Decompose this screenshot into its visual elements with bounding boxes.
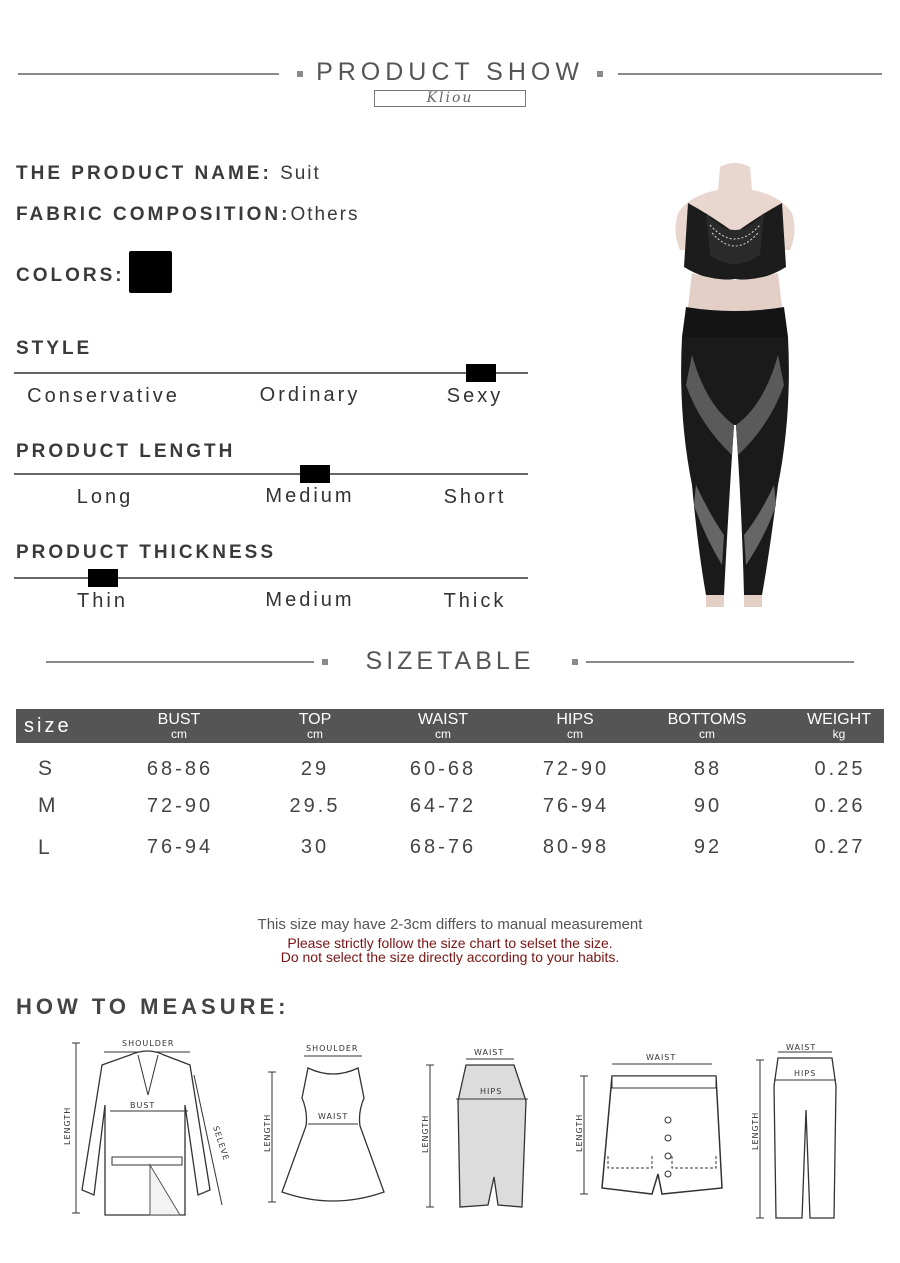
header-dot-right [597,71,603,77]
style-option-sexy: Sexy [446,385,504,407]
style-option-conservative: Conservative [27,385,180,407]
header-rule-right [618,73,882,75]
table-cell: 72-90 [146,795,214,817]
fabric-label: FABRIC COMPOSITION: [16,204,291,225]
length-option-long: Long [76,486,134,508]
table-cell: 68-76 [409,836,477,858]
length-label: LENGTH [263,1113,272,1152]
column-header-hips: HIPS cm [556,711,594,741]
colors-label: COLORS: [16,265,125,286]
column-header-top: TOP cm [298,711,332,741]
length-selected-marker [300,465,330,483]
length-title: PRODUCT LENGTH [16,441,236,462]
skirt-measure-diagram [418,1045,538,1215]
fabric-row [16,204,359,226]
brand-logo: Kliou [374,90,526,107]
table-cell: 0.26 [814,795,866,817]
style-title: STYLE [16,338,93,359]
size-table-header [16,709,884,743]
thickness-title: PRODUCT THICKNESS [16,542,277,563]
measurement-note: This size may have 2-3cm differs to manual measurement [257,916,643,933]
bust-label: BUST [130,1101,156,1110]
sizetable-rule-right [586,661,854,663]
column-header-bottoms: BOTTOMS cm [667,711,747,741]
thickness-option-medium: Medium [265,589,355,611]
waist-label: WAIST [318,1112,349,1121]
row-size-label: M [38,794,56,817]
column-header-weight: WEIGHT kg [807,711,871,741]
shoulder-label: SHOULDER [306,1044,359,1053]
size-column-header: size [24,715,72,737]
row-size-label: S [38,757,53,780]
table-cell: 88 [693,758,723,780]
row-size-label: L [38,836,50,859]
column-header-waist: WAIST cm [417,711,469,741]
shoulder-label: SHOULDER [122,1039,175,1048]
product-name-row [16,163,321,185]
waist-label: WAIST [474,1048,505,1057]
sizetable-title: SIZETABLE [365,647,535,675]
table-cell: 60-68 [409,758,477,780]
thickness-selected-marker [88,569,118,587]
length-label: LENGTH [751,1111,760,1150]
size-warning-2: Do not select the size directly according to your habits. [280,949,620,965]
length-label: LENGTH [575,1113,584,1152]
column-header-bust: BUST cm [157,711,201,741]
table-cell: 0.27 [814,836,866,858]
page-title: PRODUCT SHOW [316,58,584,86]
pants-measure-diagram [748,1040,848,1225]
waist-label: WAIST [786,1043,817,1052]
jacket-measure-diagram [60,1035,235,1220]
table-cell: 76-94 [146,836,214,858]
hips-label: HIPS [480,1087,503,1096]
length-label: LENGTH [421,1114,430,1153]
table-cell: 72-90 [542,758,610,780]
table-cell: 80-98 [542,836,610,858]
table-cell: 30 [300,836,330,858]
length-option-short: Short [443,486,507,508]
table-cell: 76-94 [542,795,610,817]
style-scale-line [14,372,528,374]
style-selected-marker [466,364,496,382]
length-option-medium: Medium [265,485,355,507]
table-cell: 92 [693,836,723,858]
thickness-option-thin: Thin [77,590,128,612]
table-cell: 90 [693,795,723,817]
hips-label: HIPS [794,1069,817,1078]
shorts-measure-diagram [572,1048,732,1208]
product-name-value: Suit [280,163,321,184]
sleeve-label: SELEVE [211,1124,231,1163]
product-photo [640,155,830,610]
size-warning-1: Please strictly follow the size chart to selset the size. [287,935,613,951]
thickness-option-thick: Thick [443,590,507,612]
table-cell: 0.25 [814,758,866,780]
how-to-measure-title: HOW TO MEASURE: [16,994,290,1019]
style-option-ordinary: Ordinary [259,384,361,406]
table-cell: 64-72 [409,795,477,817]
sizetable-dot-right [572,659,578,665]
product-name-label: THE PRODUCT NAME: [16,163,272,184]
fabric-value: Others [290,204,360,225]
table-cell: 29.5 [289,795,341,817]
length-scale-line [14,473,528,475]
table-cell: 68-86 [146,758,214,780]
dress-measure-diagram [260,1040,395,1210]
color-swatch-black[interactable] [129,251,172,293]
table-cell: 29 [300,758,330,780]
length-label: LENGTH [63,1106,72,1145]
waist-label: WAIST [646,1053,677,1062]
